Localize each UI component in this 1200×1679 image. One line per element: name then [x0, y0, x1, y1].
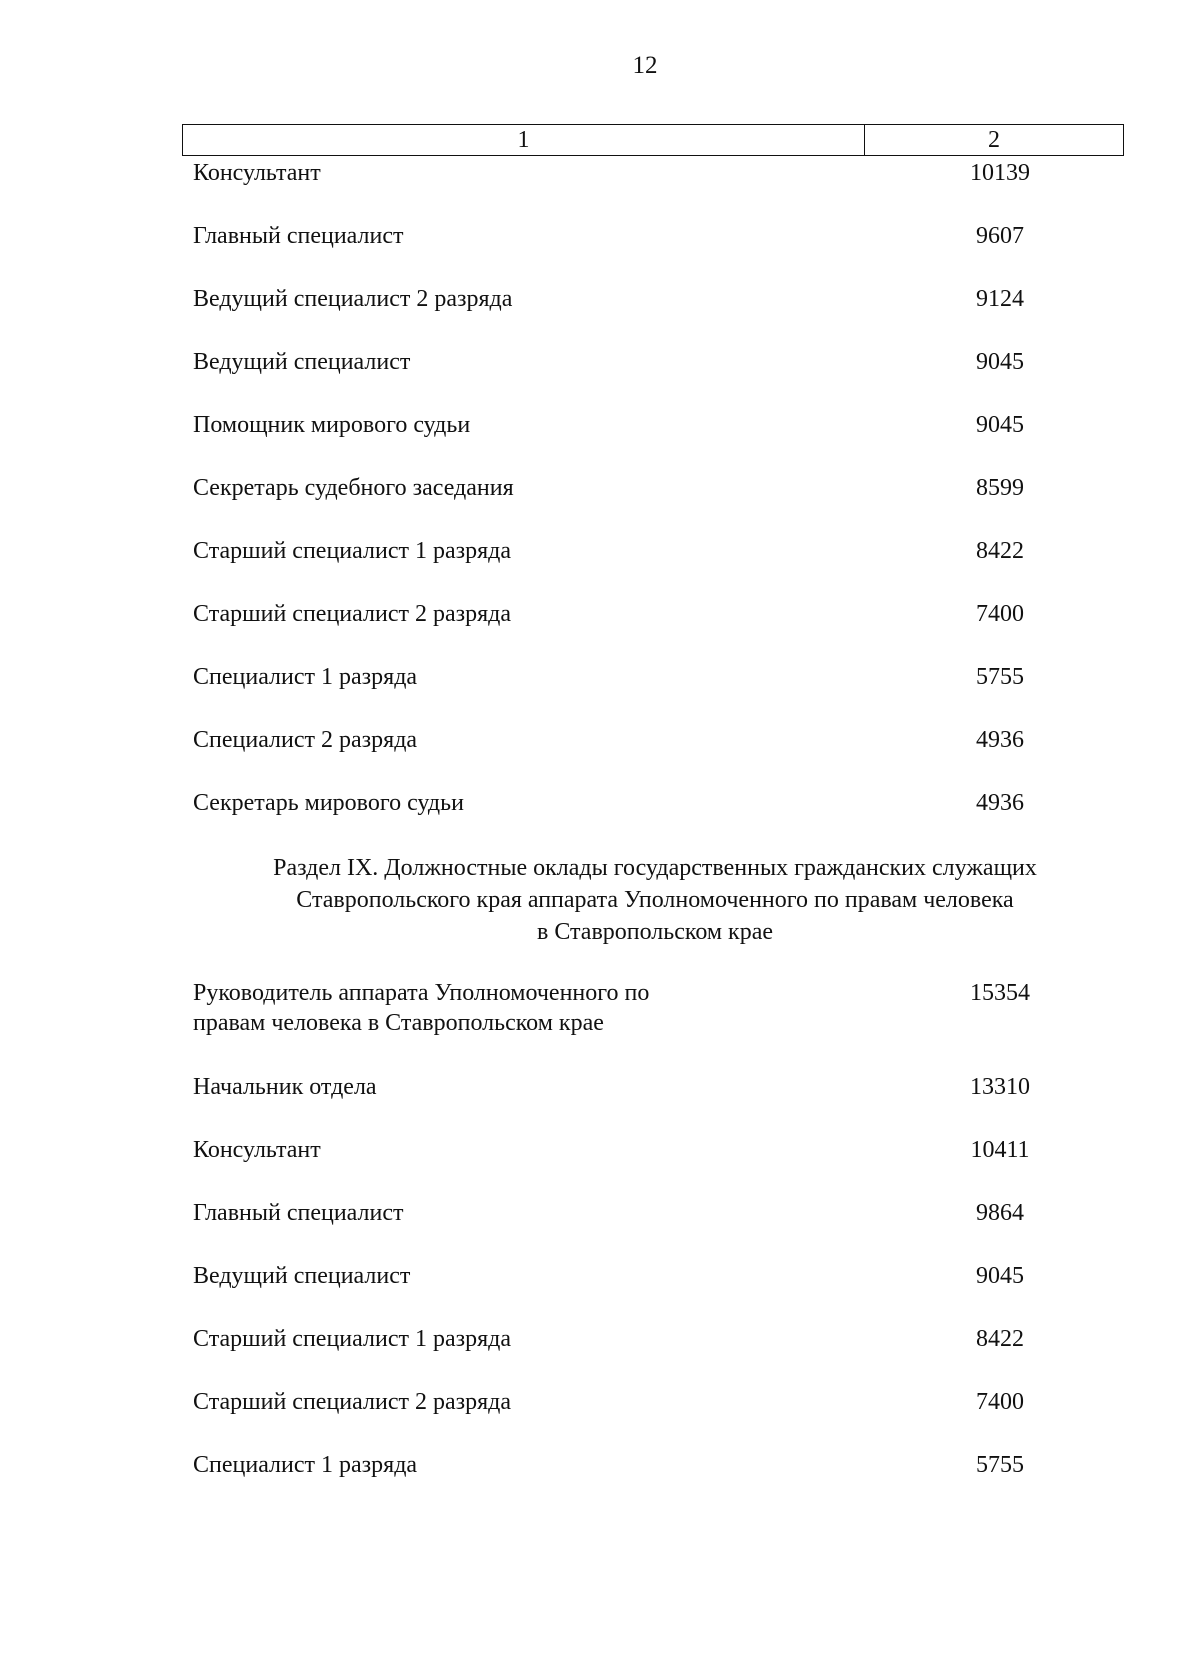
- position-label: Консультант: [193, 1137, 321, 1163]
- position-label: Консультант: [193, 160, 321, 186]
- section-title-line: в Ставропольском крае: [536, 919, 774, 945]
- position-label: Специалист 2 разряда: [193, 727, 418, 753]
- position-label: Ведущий специалист 2 разряда: [193, 286, 513, 312]
- position-label-line: правам человека в Ставропольском крае: [193, 1010, 604, 1036]
- position-label-line: Руководитель аппарата Уполномоченного по: [193, 980, 650, 1006]
- section-title: [190, 852, 1120, 948]
- salary-value: 15354: [970, 980, 1030, 1006]
- salary-value: 8422: [976, 538, 1024, 564]
- salary-value: 8422: [976, 1326, 1024, 1352]
- position-label: Ведущий специалист: [193, 1263, 411, 1289]
- salary-value: 4936: [976, 790, 1024, 816]
- salary-value: 7400: [976, 1389, 1024, 1415]
- salary-value: 5755: [976, 1452, 1024, 1478]
- position-label: Секретарь мирового судьи: [193, 790, 464, 816]
- position-label: [193, 978, 753, 1038]
- salary-value: 9045: [976, 412, 1024, 438]
- salary-value: 7400: [976, 601, 1024, 627]
- position-label: Старший специалист 1 разряда: [193, 1326, 511, 1352]
- salary-value: 8599: [976, 475, 1024, 501]
- salary-value: 9607: [976, 223, 1024, 249]
- table-header-col1: 1: [183, 125, 865, 155]
- salary-value: 5755: [976, 664, 1024, 690]
- salary-value: 9045: [976, 1263, 1024, 1289]
- salary-value: 13310: [970, 1074, 1030, 1100]
- page-number: 12: [632, 52, 658, 79]
- salary-value: 9124: [976, 286, 1024, 312]
- position-label: Старший специалист 1 разряда: [193, 538, 511, 564]
- position-label: Старший специалист 2 разряда: [193, 1389, 511, 1415]
- position-label: Помощник мирового судьи: [193, 412, 471, 438]
- table-header-col2: 2: [988, 127, 1000, 153]
- position-label: Секретарь судебного заседания: [193, 475, 514, 501]
- position-label: Ведущий специалист: [193, 349, 411, 375]
- position-label: Главный специалист: [193, 1200, 404, 1226]
- salary-value: 9045: [976, 349, 1024, 375]
- position-label: Главный специалист: [193, 223, 404, 249]
- section-title-line: Раздел IX. Должностные оклады государственных гражданских служащих: [273, 855, 1037, 881]
- salary-value: 10411: [970, 1137, 1030, 1163]
- position-label: Старший специалист 2 разряда: [193, 601, 511, 627]
- position-label: Начальник отдела: [193, 1074, 377, 1100]
- section-title-line: Ставропольского края аппарата Уполномоченного по правам человека: [296, 887, 1014, 913]
- salary-value: 9864: [976, 1200, 1024, 1226]
- salary-value: 10139: [970, 160, 1030, 186]
- position-label: Специалист 1 разряда: [193, 664, 418, 690]
- table-header: [182, 124, 1124, 156]
- salary-value: 4936: [976, 727, 1024, 753]
- position-label: Специалист 1 разряда: [193, 1452, 418, 1478]
